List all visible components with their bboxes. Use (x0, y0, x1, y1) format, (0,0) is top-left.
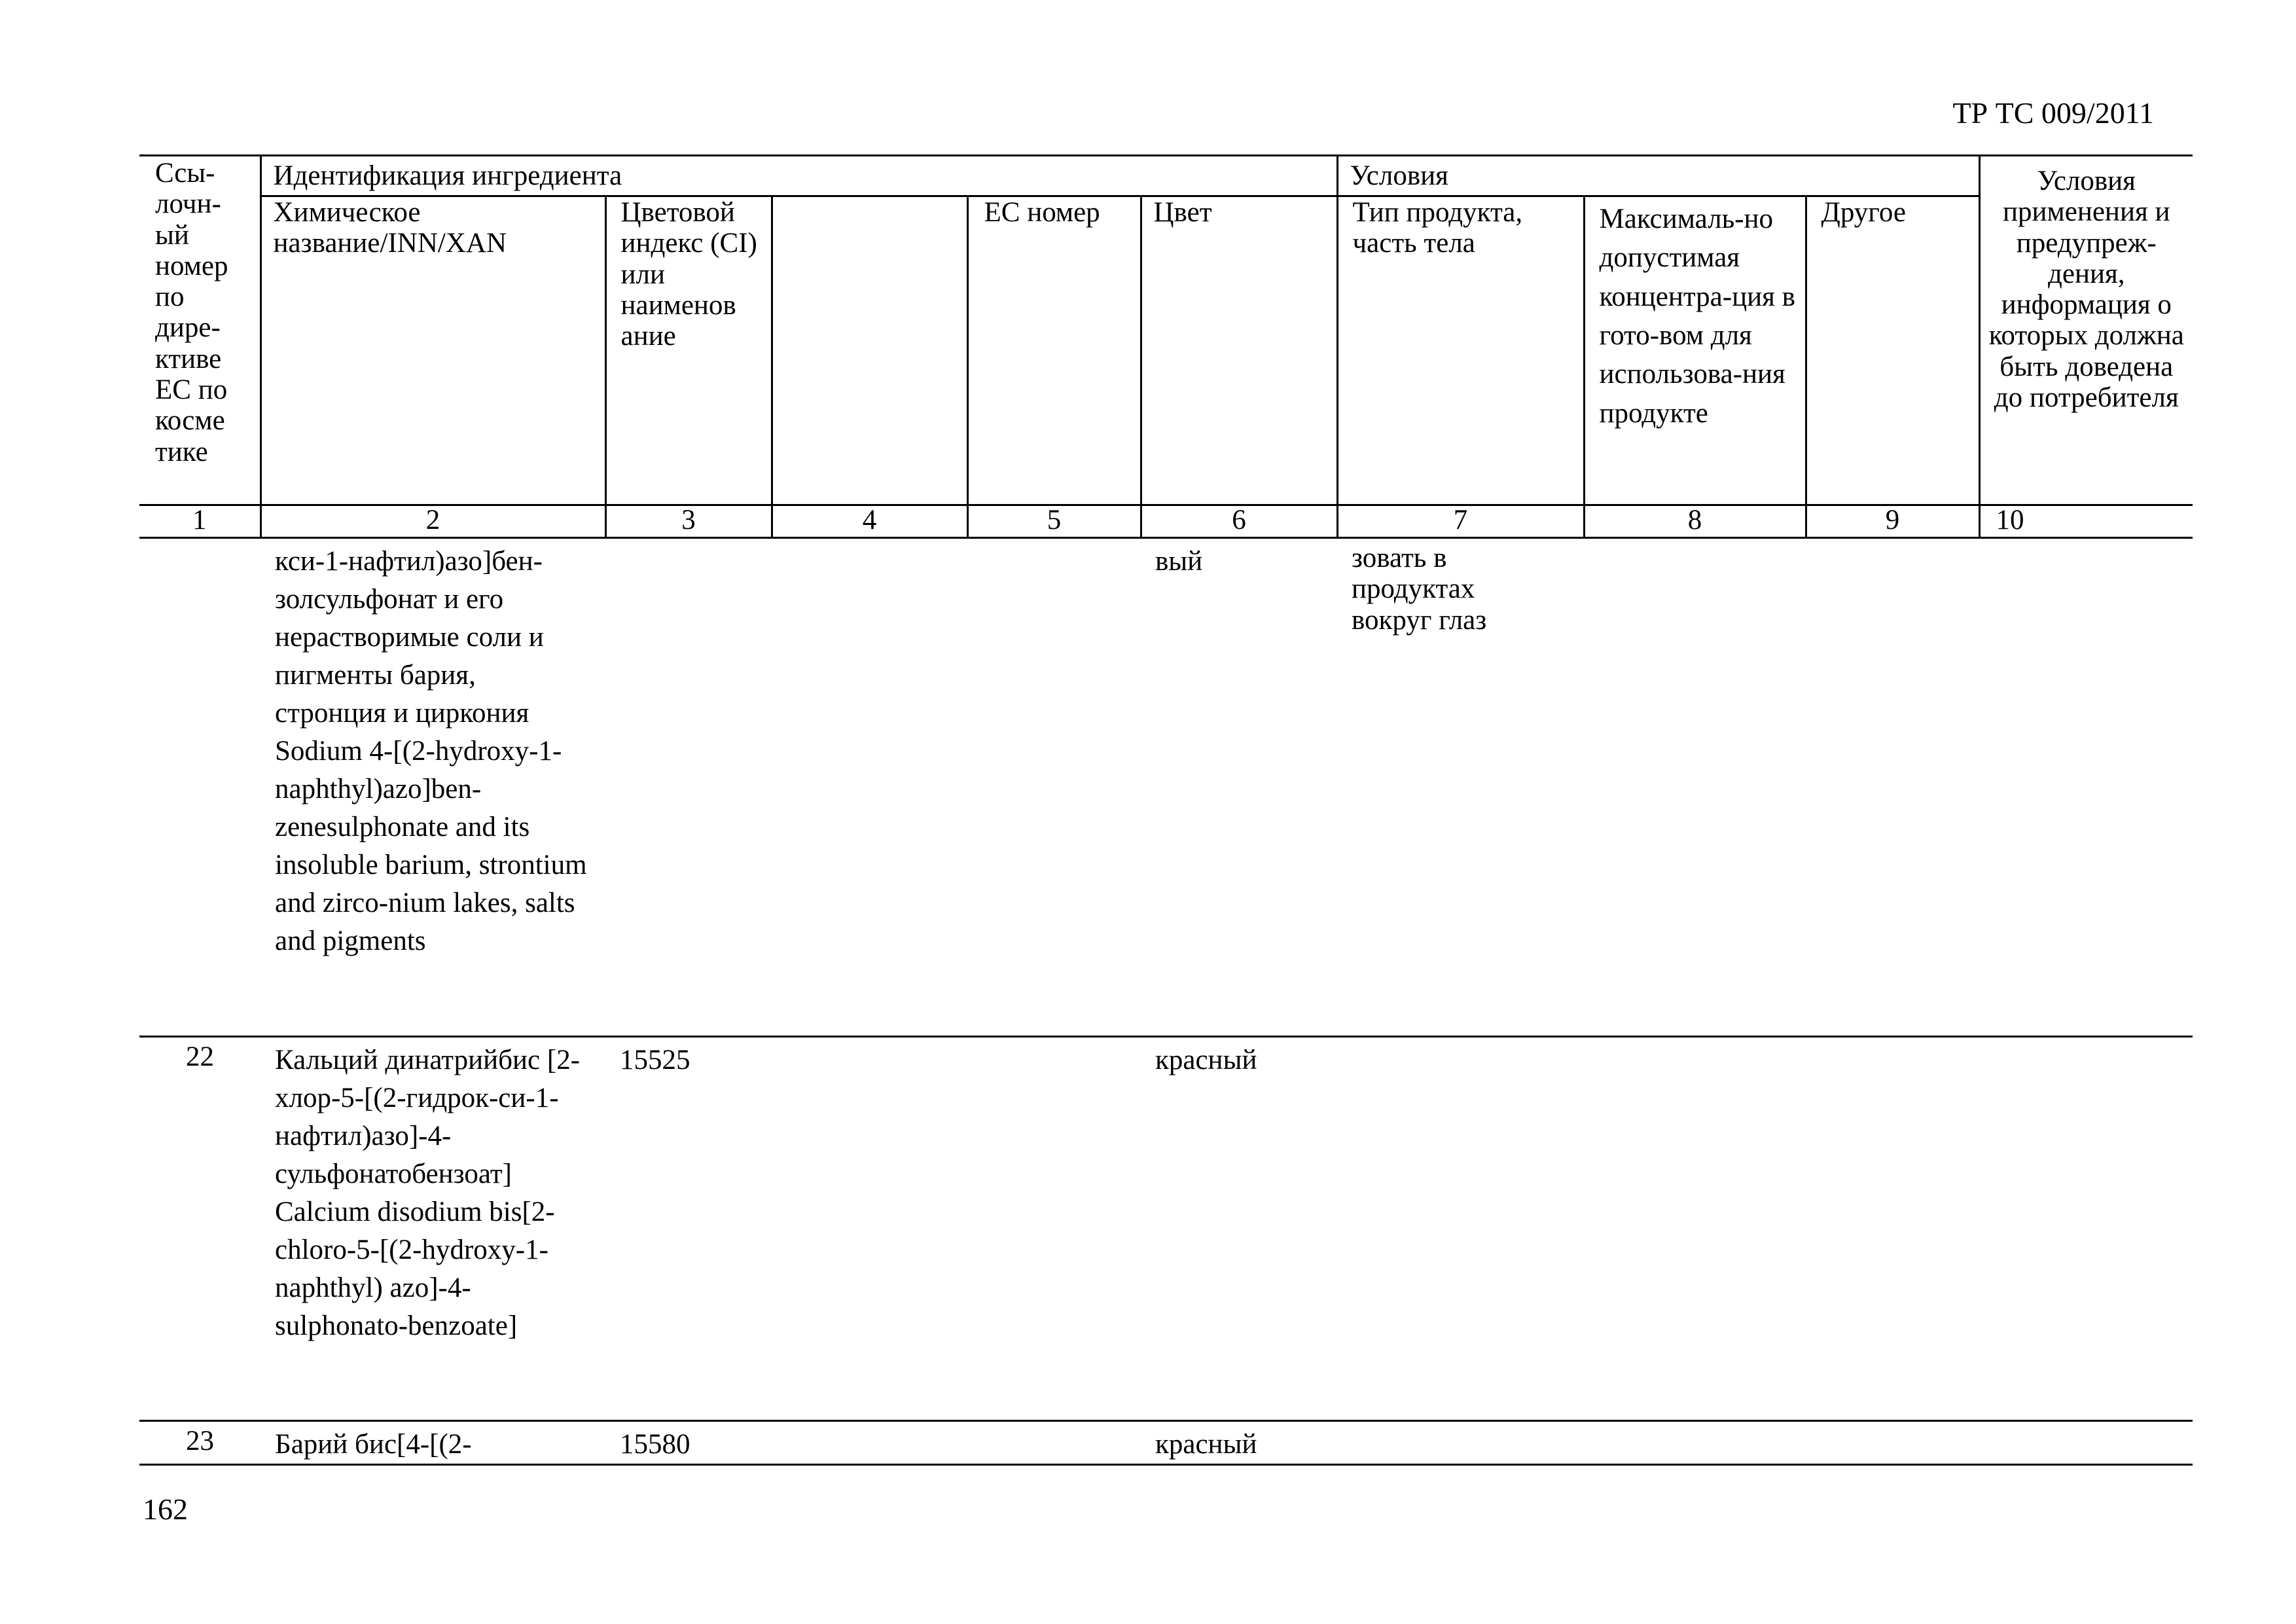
row-chemical-name: кси-1-нафтил)азо]бен-золсульфонат и его нерастворимые соли и пигменты бария, стронция и циркония Sodium 4-[(2-hydroxy-1-naphthyl)azo]ben-zenesulphonate and its insoluble barium, strontium and zirco-nium lakes, salts and pigments (260, 538, 605, 1037)
header-col4 (772, 196, 967, 505)
header-usage-warnings: Условия применения и предупреж-дения, информация о которых должна быть доведена до потребителя (1979, 156, 2193, 505)
row-ref-number (139, 538, 260, 1037)
column-number: 1 (139, 505, 260, 538)
header-chemical-name: Химическое название/INN/XAN (260, 196, 605, 505)
row-col4 (772, 1037, 967, 1421)
row-max-concentration (1584, 1421, 1806, 1465)
row-max-concentration (1584, 1037, 1806, 1421)
row-other (1806, 1421, 1979, 1465)
row-color-index (605, 538, 772, 1037)
column-number: 3 (605, 505, 772, 538)
row-color-index: 15525 (605, 1037, 772, 1421)
row-ec-number (967, 1421, 1141, 1465)
header-color: Цвет (1141, 196, 1337, 505)
row-usage (1979, 1421, 2193, 1465)
row-color: красный (1141, 1037, 1337, 1421)
row-ref-number: 23 (139, 1421, 260, 1465)
column-number: 8 (1584, 505, 1806, 538)
column-numbers-row (139, 505, 2193, 538)
header-identification: Идентификация ингредиента (260, 156, 1337, 196)
row-color-index: 15580 (605, 1421, 772, 1465)
header-ec-number: ЕС номер (967, 196, 1141, 505)
row-other (1806, 1037, 1979, 1421)
column-number: 9 (1806, 505, 1979, 538)
header-product-type: Тип продукта, часть тела (1337, 196, 1584, 505)
row-product-type (1337, 1037, 1584, 1421)
header-conditions: Условия (1337, 156, 1979, 196)
row-color: вый (1141, 538, 1337, 1037)
row-col4 (772, 538, 967, 1037)
page-number: 162 (143, 1492, 188, 1526)
row-product-type: зовать в продуктах вокруг глаз (1337, 538, 1584, 1037)
row-ec-number (967, 1037, 1141, 1421)
row-chemical-name: Кальций динатрийбис [2-хлор-5-[(2-гидрок-си-1-нафтил)азо]-4-сульфонатобензоат] Calcium disodium bis[2-chloro-5-[(2-hydroxy-1-naphthyl) azo]-4-sulphonato-benzoate] (260, 1037, 605, 1421)
row-col4 (772, 1421, 967, 1465)
header-ref-number: Ссы-лочн-ый номер по дире-ктиве ЕС по косме тике (139, 156, 260, 505)
header-color-index: Цветовой индекс (CI) или наименов ание (605, 196, 772, 505)
ingredients-table (139, 154, 2193, 1466)
row-ec-number (967, 538, 1141, 1037)
column-number: 2 (260, 505, 605, 538)
table-row (139, 1421, 2193, 1465)
row-usage (1979, 1037, 2193, 1421)
table-row (139, 1037, 2193, 1421)
row-chemical-name: Барий бис[4-[(2- (260, 1421, 605, 1465)
column-number: 10 (1979, 505, 2193, 538)
row-ref-number: 22 (139, 1037, 260, 1421)
row-other (1806, 538, 1979, 1037)
column-number: 5 (967, 505, 1141, 538)
column-number: 7 (1337, 505, 1584, 538)
row-usage (1979, 538, 2193, 1037)
header-max-concentration: Максималь-но допустимая концентра-ция в гото-вом для использова-ния продукте (1584, 196, 1806, 505)
row-max-concentration (1584, 538, 1806, 1037)
header-other: Другое (1806, 196, 1979, 505)
column-number: 6 (1141, 505, 1337, 538)
column-number: 4 (772, 505, 967, 538)
table-row (139, 538, 2193, 1037)
document-code: ТР ТС 009/2011 (1952, 96, 2154, 130)
row-product-type (1337, 1421, 1584, 1465)
row-color: красный (1141, 1421, 1337, 1465)
